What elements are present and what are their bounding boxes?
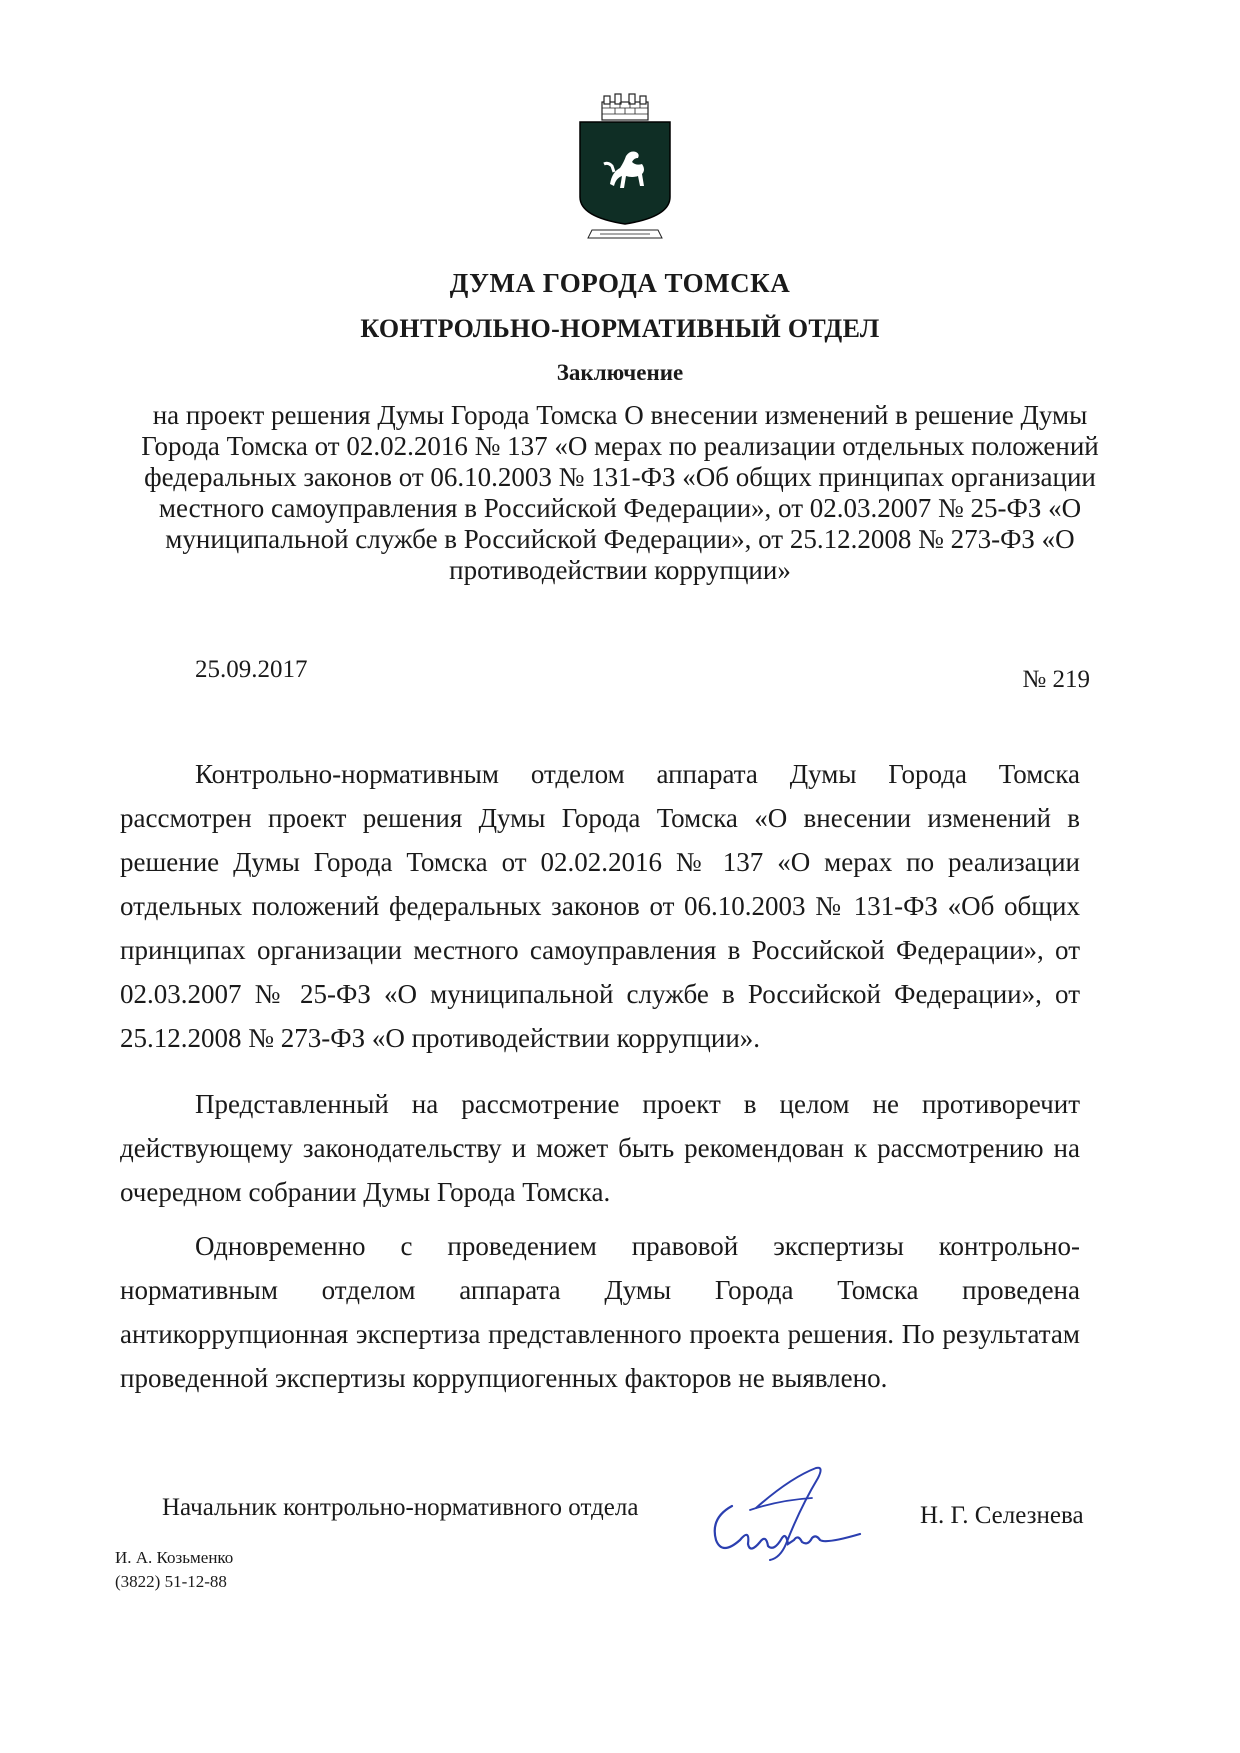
tomsk-coat-of-arms-icon	[570, 92, 680, 252]
document-type: Заключение	[556, 360, 684, 385]
organization-title: ДУМА ГОРОДА ТОМСКА	[449, 268, 791, 298]
signer-title: Начальник контрольно-нормативного отдела	[162, 1494, 639, 1521]
subject-line: федеральных законов от 06.10.2003 № 131-ФЗ «Об общих принципах организации	[144, 462, 1096, 492]
document-subject	[120, 400, 1120, 586]
department-title: КОНТРОЛЬНО-НОРМАТИВНЫЙ ОТДЕЛ	[360, 314, 880, 343]
signer-name: Н. Г. Селезнева	[920, 1502, 1084, 1529]
body-paragraph-anticorruption: Одновременно с проведением правовой экспертизы контрольно-нормативным отделом аппарата Думы Города Томска проведена антикоррупционная экспертиза представленного проекта решения. По результатам проведенной экспертизы коррупциогенных факторов не выявлено.	[120, 1231, 1080, 1393]
document-number: № 219	[1022, 666, 1090, 693]
subject-line: муниципальной службе в Российской Федерации», от 25.12.2008 № 273-ФЗ «О	[165, 524, 1075, 554]
body-paragraph-conclusion: Представленный на рассмотрение проект в целом не противоречит действующему законодательству и может быть рекомендован к рассмотрению на очередном собрании Думы Города Томска.	[120, 1089, 1080, 1207]
body-paragraph-review: Контрольно-нормативным отделом аппарата Думы Города Томска рассмотрен проект решения Думы Города Томска «О внесении изменений в решение Думы Города Томска от 02.02.2016 № 137 «О мерах по реализации отдельных положений федеральных законов от 06.10.2003 № 131-ФЗ «Об общих принципах организации местного самоуправления в Российской Федерации», от 02.03.2007 № 25-ФЗ «О муниципальной службе в Российской Федерации», от 25.12.2008 № 273-ФЗ «О противодействии коррупции».	[120, 759, 1080, 1053]
subject-line: на проект решения Думы Города Томска О внесении изменений в решение Думы	[152, 400, 1088, 430]
executor-info	[115, 1546, 233, 1594]
subject-line: противодействии коррупции»	[449, 555, 791, 585]
subject-line: местного самоуправления в Российской Федерации», от 02.03.2007 № 25-ФЗ «О	[158, 493, 1082, 523]
subject-line: Города Томска от 02.02.2016 № 137 «О мерах по реализации отдельных положений	[141, 431, 1099, 461]
executor-phone: (3822) 51-12-88	[115, 1572, 227, 1591]
document-date: 25.09.2017	[195, 656, 308, 683]
executor-name: И. А. Козьменко	[115, 1548, 234, 1567]
signature-icon	[690, 1448, 880, 1564]
